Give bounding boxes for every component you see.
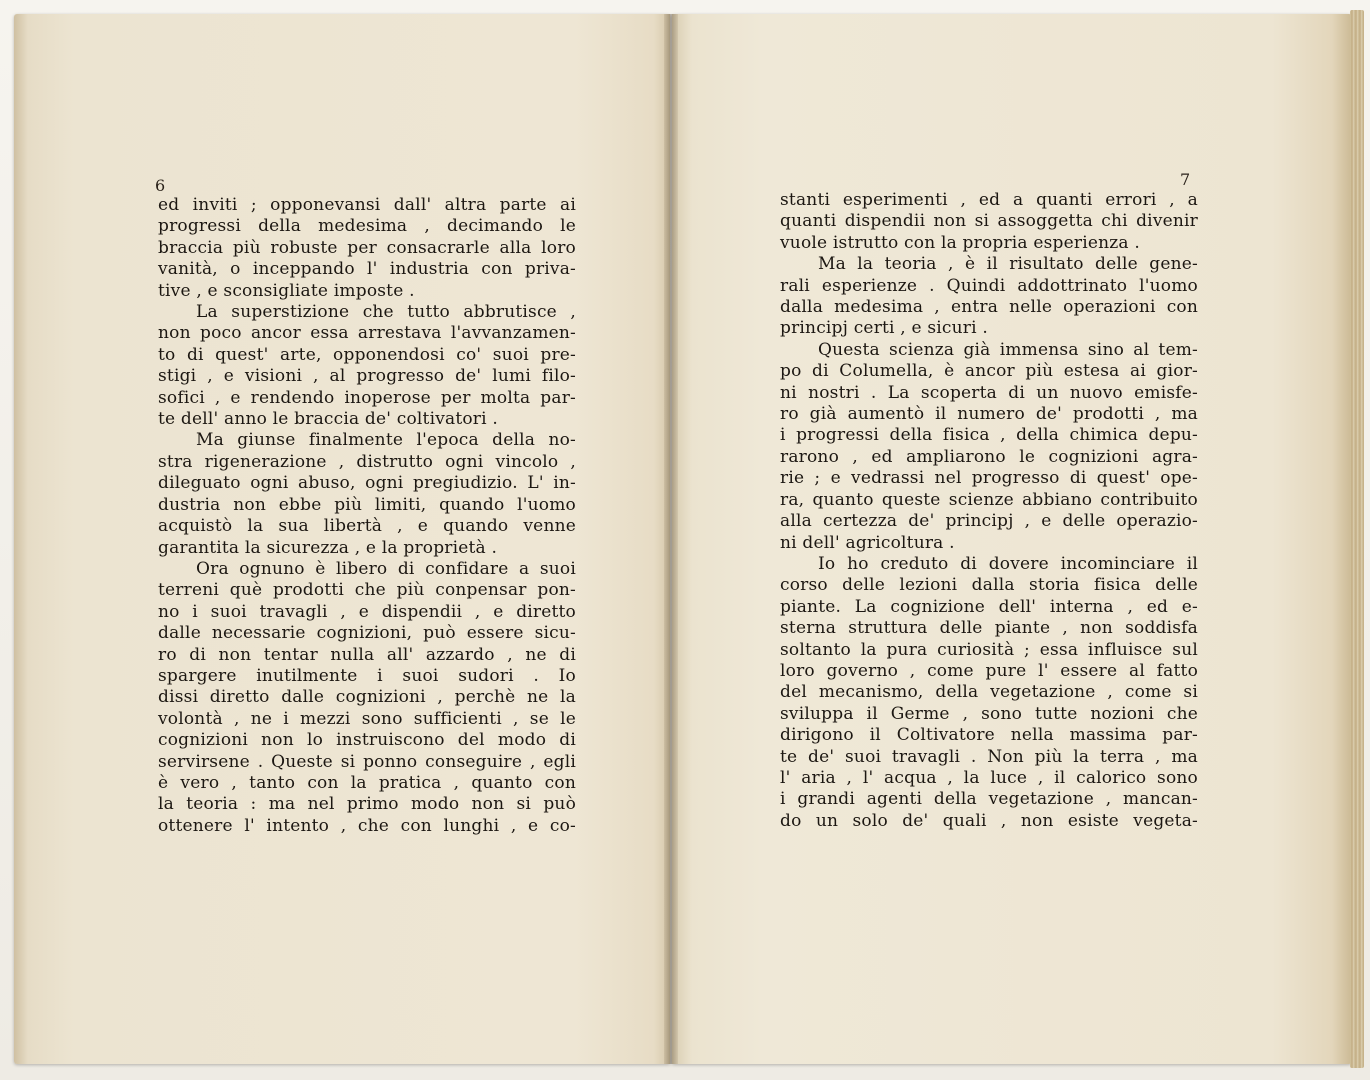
text-line: quanti dispendii non si assoggetta chi divenir bbox=[780, 211, 1198, 232]
text-line: piante. La cognizione dell' interna , ed e- bbox=[780, 596, 1198, 617]
right-page-text bbox=[780, 190, 1198, 832]
text-line: rali esperienze . Quindi addottrinato l'uomo bbox=[780, 275, 1198, 296]
right-page-number: 7 bbox=[1180, 170, 1191, 189]
text-line: do un solo de' quali , non esiste vegeta- bbox=[780, 810, 1198, 831]
text-line: corso delle lezioni dalla storia fisica delle bbox=[780, 575, 1198, 596]
text-line: alla certezza de' principj , e delle operazio- bbox=[780, 511, 1198, 532]
text-line: i grandi agenti della vegetazione , mancan- bbox=[780, 789, 1198, 810]
text-line: to di quest' arte, opponendosi co' suoi pre- bbox=[158, 344, 576, 365]
text-line: garantita la sicurezza , e la proprietà . bbox=[158, 537, 498, 558]
text-line: ro già aumentò il numero de' prodotti , ma bbox=[780, 404, 1198, 425]
book-gutter bbox=[664, 14, 678, 1064]
text-line: stanti esperimenti , ed a quanti errori , a bbox=[780, 190, 1198, 210]
left-page-number: 6 bbox=[155, 176, 166, 195]
text-line: ni nostri . La scoperta di un nuovo emisfe- bbox=[780, 382, 1198, 403]
text-line: Ora ognuno è libero di confidare a suoi bbox=[196, 558, 576, 579]
text-line: te dell' anno le braccia de' coltivatori . bbox=[158, 409, 498, 430]
text-line: sterna struttura delle piante , non soddisfa bbox=[780, 618, 1198, 639]
text-line: vuole istrutto con la propria esperienza . bbox=[780, 232, 1140, 253]
text-line: dissi diretto dalle cognizioni , perchè ne la bbox=[158, 687, 576, 708]
text-line: dalle necessarie cognizioni, può essere sicu- bbox=[158, 623, 576, 644]
text-line: Questa scienza già immensa sino al tem- bbox=[818, 339, 1198, 360]
text-line: no i suoi travagli , e dispendii , e diretto bbox=[158, 601, 576, 622]
text-line: po di Columella, è ancor più estesa ai gior- bbox=[780, 361, 1198, 382]
text-line: progressi della medesima , decimando le bbox=[158, 216, 576, 237]
text-line: Ma la teoria , è il risultato delle gene- bbox=[818, 254, 1198, 275]
text-line: l' aria , l' acqua , la luce , il calorico sono bbox=[780, 767, 1198, 788]
text-line: La superstizione che tutto abbrutisce , bbox=[196, 302, 576, 323]
text-line: tive , e sconsigliate imposte . bbox=[158, 280, 415, 301]
text-line: dustria non ebbe più limiti, quando l'uomo bbox=[158, 494, 576, 515]
page-edges bbox=[1350, 10, 1364, 1068]
text-line: Ma giunse finalmente l'epoca della no- bbox=[196, 430, 576, 451]
text-line: del mecanismo, della vegetazione , come si bbox=[780, 682, 1198, 703]
text-line: vanità, o inceppando l' industria con priva- bbox=[158, 259, 576, 280]
text-line: stra rigenerazione , distrutto ogni vincolo , bbox=[158, 451, 576, 472]
text-line: sofici , e rendendo inoperose per molta par- bbox=[158, 387, 576, 408]
text-line: soltanto la pura curiosità ; essa influisce sul bbox=[780, 639, 1198, 660]
text-line: cognizioni non lo instruiscono del modo di bbox=[158, 730, 576, 751]
text-line: i progressi della fisica , della chimica depu- bbox=[780, 425, 1198, 446]
text-line: sviluppa il Germe , sono tutte nozioni che bbox=[780, 703, 1198, 724]
text-line: non poco ancor essa arrestava l'avvanzamen- bbox=[158, 323, 576, 344]
text-line: ro di non tentar nulla all' azzardo , ne di bbox=[158, 644, 576, 665]
text-line: dalla medesima , entra nelle operazioni con bbox=[780, 297, 1198, 318]
text-line: acquistò la sua libertà , e quando venne bbox=[158, 516, 576, 537]
text-line: Io ho creduto di dovere incominciare il bbox=[818, 553, 1198, 574]
text-line: terreni què prodotti che più conpensar pon- bbox=[158, 580, 576, 601]
text-line: dileguato ogni abuso, ogni pregiudizio. L' in- bbox=[158, 473, 576, 494]
left-page-text bbox=[158, 195, 576, 837]
text-line: te de' suoi travagli . Non più la terra , ma bbox=[780, 746, 1198, 767]
text-line: rarono , ed ampliarono le cognizioni agra- bbox=[780, 446, 1198, 467]
text-line: spargere inutilmente i suoi sudori . Io bbox=[158, 665, 576, 686]
text-line: ra, quanto queste scienze abbiano contribuito bbox=[780, 489, 1198, 510]
text-line: la teoria : ma nel primo modo non si può bbox=[158, 794, 576, 815]
text-line: ed inviti ; opponevansi dall' altra parte ai bbox=[158, 195, 576, 215]
text-line: ottenere l' intento , che con lunghi , e co- bbox=[158, 815, 576, 836]
text-line: dirigono il Coltivatore nella massima par- bbox=[780, 725, 1198, 746]
text-line: volontà , ne i mezzi sono sufficienti , se le bbox=[158, 708, 576, 729]
text-line: stigi , e visioni , al progresso de' lumi filo- bbox=[158, 366, 576, 387]
text-line: servirsene . Queste si ponno conseguire , egli bbox=[158, 751, 576, 772]
text-line: principj certi , e sicuri . bbox=[780, 318, 988, 339]
text-line: ni dell' agricoltura . bbox=[780, 532, 955, 553]
text-line: braccia più robuste per consacrarle alla loro bbox=[158, 237, 576, 258]
text-line: loro governo , come pure l' essere al fatto bbox=[780, 660, 1198, 681]
text-line: rie ; e vedrassi nel progresso di quest' ope- bbox=[780, 468, 1198, 489]
text-line: è vero , tanto con la pratica , quanto con bbox=[158, 772, 576, 793]
